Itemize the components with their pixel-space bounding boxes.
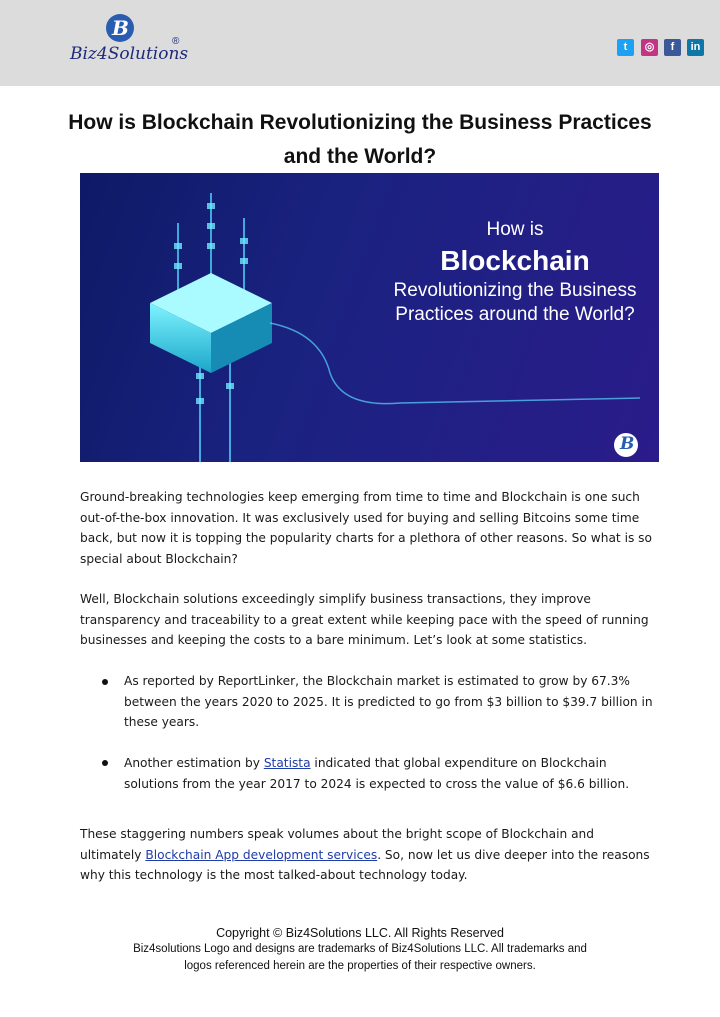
registered-mark: ® [172, 36, 180, 47]
instagram-icon[interactable] [641, 39, 658, 56]
linkedin-icon[interactable] [687, 39, 704, 56]
instagram-glyph: ◎ [644, 41, 655, 53]
twitter-icon[interactable] [617, 39, 634, 56]
page-header [0, 0, 720, 86]
hero-line-4: Practices around the World? [395, 304, 635, 325]
linkedin-glyph: in [690, 41, 701, 53]
bullet2-text-post: indicated that global expenditure on Blockchain solutions from the year 2017 to 2024 is expected to cross the value of $6.6 billion. [124, 756, 630, 791]
twitter-glyph: t [623, 41, 628, 53]
hero-text [380, 217, 650, 327]
hero-line-2: Blockchain [440, 245, 590, 276]
p3-text-pre: These staggering numbers speak volumes about the bright scope of Blockchain and ultimately [80, 827, 594, 862]
hero-line-3: Revolutionizing the Business [393, 280, 637, 301]
app-development-link[interactable]: Blockchain App development services [145, 847, 378, 862]
biz4solutions-logo[interactable] [70, 14, 190, 74]
title-line-1: How is Blockchain Revolutionizing the Business Practices [68, 111, 652, 134]
footer-trademark-line2: logos referenced herein are the properties of their respective owners. [184, 960, 536, 972]
hero-banner [80, 173, 659, 462]
logo-mark [106, 14, 134, 42]
paragraph-benefits: Well, Blockchain solutions exceedingly simplify business transactions, they improve transparency and traceability to a great extent while keeping pace with the speed of running businesses and keeping the costs to a bare minimum. Let’s look at some statistics. [80, 592, 649, 647]
statista-link[interactable]: Statista [263, 756, 311, 770]
paragraph-intro: Ground-breaking technologies keep emerging from time to time and Blockchain is one such out-of-the-box innovation. It was exclusively used for buying and selling Bitcoins some time back, but now it is topping the popularity charts for a plethora of other reasons. So what is so special about Blockchain? [80, 490, 652, 566]
footer-trademark-line1: Biz4solutions Logo and designs are trademarks of Biz4Solutions LLC. All trademarks and [133, 943, 587, 955]
hero-logo-badge [614, 433, 638, 457]
title-line-2: and the World? [283, 145, 437, 168]
bullet-statista [124, 753, 664, 794]
hero-line-1: How is [486, 219, 544, 240]
facebook-glyph: f [670, 41, 675, 53]
logo-mark-letter: B [112, 16, 129, 40]
logo-text: Biz4Solutions [70, 44, 189, 64]
article-title [60, 106, 660, 174]
footer-copyright: Copyright © Biz4Solutions LLC. All Rights Reserved [216, 926, 504, 940]
facebook-icon[interactable] [664, 39, 681, 56]
bullet2-text-pre: Another estimation by [124, 756, 264, 770]
paragraph-conclusion [80, 824, 656, 886]
hero-badge-letter: B [620, 434, 635, 454]
bullet-dot [102, 679, 108, 685]
bullet-reportlinker: As reported by ReportLinker, the Blockchain market is estimated to grow by 67.3% between the years 2020 to 2025. It is predicted to go from $3 billion to $39.7 billion in these years. [124, 674, 653, 729]
bullet-dot [102, 760, 108, 766]
p3-text-post: . So, now let us dive deeper into the reasons why this technology is the most talked-about technology today. [80, 847, 650, 882]
